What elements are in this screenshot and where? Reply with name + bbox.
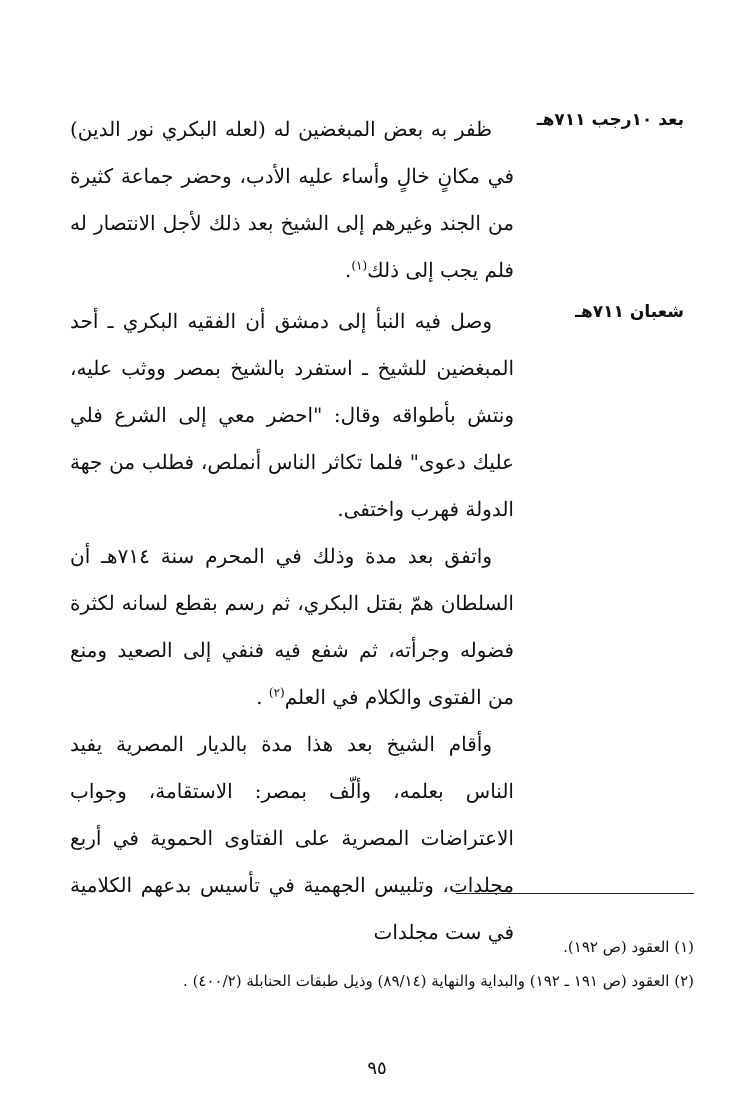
- footnotes: [34, 930, 694, 998]
- footnote-ref: (١): [351, 258, 368, 273]
- paragraph: [70, 721, 514, 956]
- paragraph-text: وأقام الشيخ بعد هذا مدة بالديار المصرية يفيد الناس بعلمه، وألّف بمصر: الاستقامة، وجواب الاعتراضات المصرية على الفتاوى الحموية في أربع مجلدات، وتلبيس الجهمية في تأسيس بدعهم الكلامية في ست مجلدات: [70, 732, 514, 944]
- entry-text: [70, 106, 514, 294]
- paragraph-text: واتفق بعد مدة وذلك في المحرم سنة ٧١٤هـ أن السلطان همّ بقتل البكري، ثم رسم بقطع لسانه لكثرة فضوله وجرأته، ثم شفع فيه فنفي إلى الصعيد ومنع من الفتوى والكلام في العلم: [70, 544, 514, 709]
- entry-date: بعد ١٠رجب ٧١١هـ: [536, 110, 684, 130]
- footnote: (٢) العقود (ص ١٩١ ـ ١٩٢) والبداية والنهاية (٨٩/١٤) وذيل طبقات الحنابلة (٤٠٠/٢) .: [183, 972, 694, 990]
- footnote-ref: (٢): [268, 685, 285, 700]
- paragraph-text: وصل فيه النبأ إلى دمشق أن الفقيه البكري ـ أحد المبغضين للشيخ ـ استفرد بالشيخ بمصر ووثب عليه، ونتش بأطواقه وقال: "احضر معي إلى الشرع فلي عليك دعوى" فلما تكاثر الناس أنملص، فطلب من جهة الدولة فهرب واختفى.: [70, 309, 514, 521]
- paragraph-end: .: [256, 685, 269, 709]
- paragraph: [70, 106, 514, 294]
- paragraph: [70, 533, 514, 721]
- footnote-divider: [456, 893, 694, 894]
- entry-shaban-711: [70, 298, 684, 956]
- paragraph-text: ظفر به بعض المبغضين له (لعله البكري نور الدين) في مكانٍ خالٍ وأساء عليه الأدب، وحضر جماعة كثيرة من الجند وغيرهم إلى الشيخ بعد ذلك لأجل الانتصار له فلم يجب إلى ذلك: [70, 117, 514, 282]
- paragraph: [70, 298, 514, 533]
- entry-text: [70, 298, 514, 956]
- entry-date: شعبان ٧١١هـ: [575, 302, 684, 322]
- entry-rajab-711: [70, 106, 684, 294]
- footnote: (١) العقود (ص ١٩٢).: [563, 938, 694, 956]
- paragraph-end: .: [344, 258, 352, 282]
- page-number: ٩٥: [367, 1058, 387, 1079]
